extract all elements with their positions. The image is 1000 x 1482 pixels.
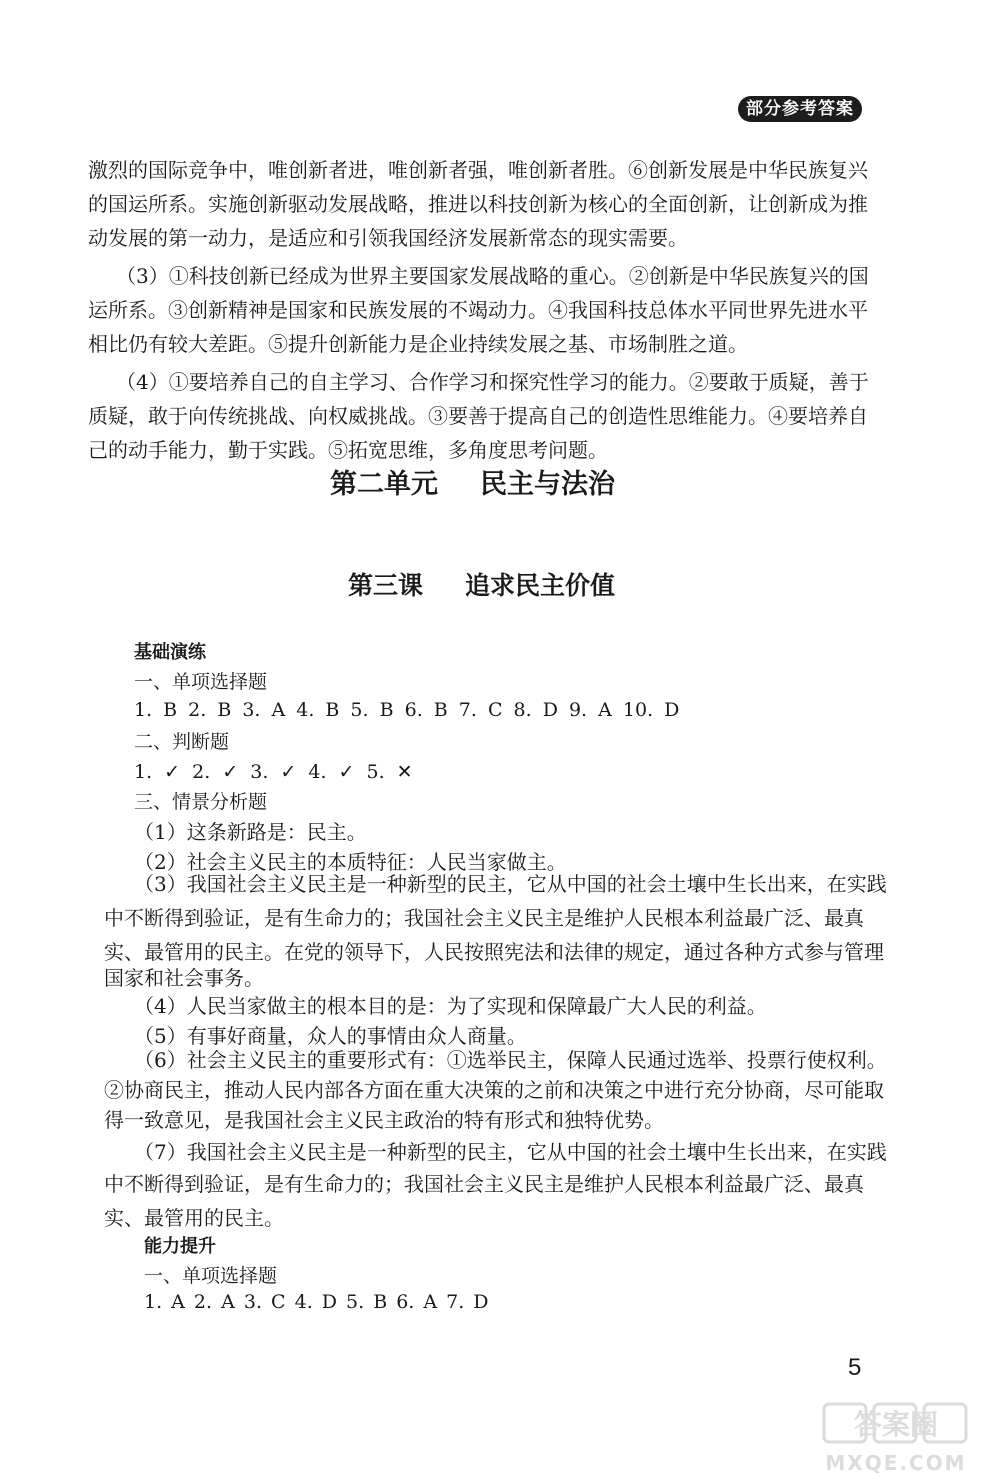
q4-line-3: 己的动手能力，勤于实践。⑤拓宽思维，多角度思考问题。 — [88, 438, 608, 462]
basic-single-choice-answers: 1. B 2. B 3. A 4. B 5. B 6. B 7. C 8. D 9. A 10. D — [134, 699, 680, 721]
unit-number: 第二单元 — [330, 469, 438, 500]
scenario-answer-5: （5）有事好商量，众人的事情由众人商量。 — [134, 1024, 527, 1048]
continuation-line-1: 激烈的国际竞争中，唯创新者进，唯创新者强，唯创新者胜。⑥创新发展是中华民族复兴 — [88, 158, 868, 182]
lesson-name: 追求民主价值 — [465, 571, 616, 600]
continuation-line-2: 的国运所系。实施创新驱动发展战略，推进以科技创新为核心的全面创新，让创新成为推 — [88, 192, 868, 216]
advanced-single-choice-title: 一、单项选择题 — [144, 1265, 278, 1287]
continuation-line-3: 动发展的第一动力，是适应和引领我国经济发展新常态的现实需要。 — [88, 226, 688, 250]
q4-line-2: 质疑，敢于向传统挑战、向权威挑战。③要善于提高自己的创造性思维能力。④要培养自 — [88, 404, 868, 428]
scenario-answer-6-line-2: ②协商民主，推动人民内部各方面在重大决策的之前和决策之中进行充分协商，尽可能取 — [104, 1078, 884, 1102]
scenario-answer-4: （4）人民当家做主的根本目的是：为了实现和保障最广大人民的利益。 — [134, 994, 767, 1018]
q3-line-2: 运所系。③创新精神是国家和民族发展的不竭动力。④我国科技总体水平同世界先进水平 — [88, 298, 868, 322]
unit-title — [330, 462, 615, 501]
watermark-logo — [808, 1398, 988, 1478]
scenario-answer-6-line-1: （6）社会主义民主的重要形式有：①选举民主，保障人民通过选举、投票行使权利。 — [134, 1048, 887, 1072]
scenario-answer-6-line-3: 得一致意见，是我国社会主义民主政治的特有形式和独特优势。 — [104, 1108, 664, 1132]
page-number: 5 — [848, 1354, 862, 1381]
unit-name: 民主与法治 — [480, 469, 615, 500]
basic-single-choice-title: 一、单项选择题 — [134, 671, 268, 693]
svg-text:MXQE.COM: MXQE.COM — [825, 1451, 967, 1475]
q4-line-1: （4）①要培养自己的自主学习、合作学习和探究性学习的能力。②要敢于质疑，善于 — [116, 370, 869, 394]
scenario-answer-2: （2）社会主义民主的本质特征：人民当家做主。 — [134, 850, 567, 874]
q3-line-1: （3）①科技创新已经成为世界主要国家发展战略的重心。②创新是中华民族复兴的国 — [116, 264, 869, 288]
scenario-answer-3-line-4: 国家和社会事务。 — [104, 966, 264, 990]
basic-heading: 基础演练 — [134, 642, 206, 663]
basic-judge-answers: 1. ✓ 2. ✓ 3. ✓ 4. ✓ 5. ✕ — [134, 761, 413, 783]
scenario-answer-3-line-2: 中不断得到验证，是有生命力的；我国社会主义民主是维护人民根本利益最广泛、最真 — [104, 906, 864, 930]
scenario-answer-7-line-3: 实、最管用的民主。 — [104, 1206, 284, 1230]
advanced-heading: 能力提升 — [144, 1236, 216, 1257]
scenario-answer-3-line-3: 实、最管用的民主。在党的领导下，人民按照宪法和法律的规定，通过各种方式参与管理 — [104, 940, 884, 964]
q3-line-3: 相比仍有较大差距。⑤提升创新能力是企业持续发展之基、市场制胜之道。 — [88, 332, 748, 356]
lesson-number: 第三课 — [348, 571, 424, 600]
section-badge: 部分参考答案 — [738, 96, 862, 122]
scenario-answer-7-line-1: （7）我国社会主义民主是一种新型的民主，它从中国的社会土壤中生长出来，在实践 — [134, 1140, 887, 1164]
lesson-title — [348, 566, 615, 602]
scenario-answer-3-line-1: （3）我国社会主义民主是一种新型的民主，它从中国的社会土壤中生长出来，在实践 — [134, 872, 887, 896]
basic-judge-title: 二、判断题 — [134, 731, 230, 753]
advanced-single-choice-answers: 1. A 2. A 3. C 4. D 5. B 6. A 7. D — [144, 1291, 489, 1313]
scenario-answer-7-line-2: 中不断得到验证，是有生命力的；我国社会主义民主是维护人民根本利益最广泛、最真 — [104, 1172, 864, 1196]
svg-text:答案圈: 答案圈 — [853, 1408, 939, 1441]
basic-scenario-title: 三、情景分析题 — [134, 791, 268, 813]
scenario-answer-1: （1）这条新路是：民主。 — [134, 820, 367, 844]
